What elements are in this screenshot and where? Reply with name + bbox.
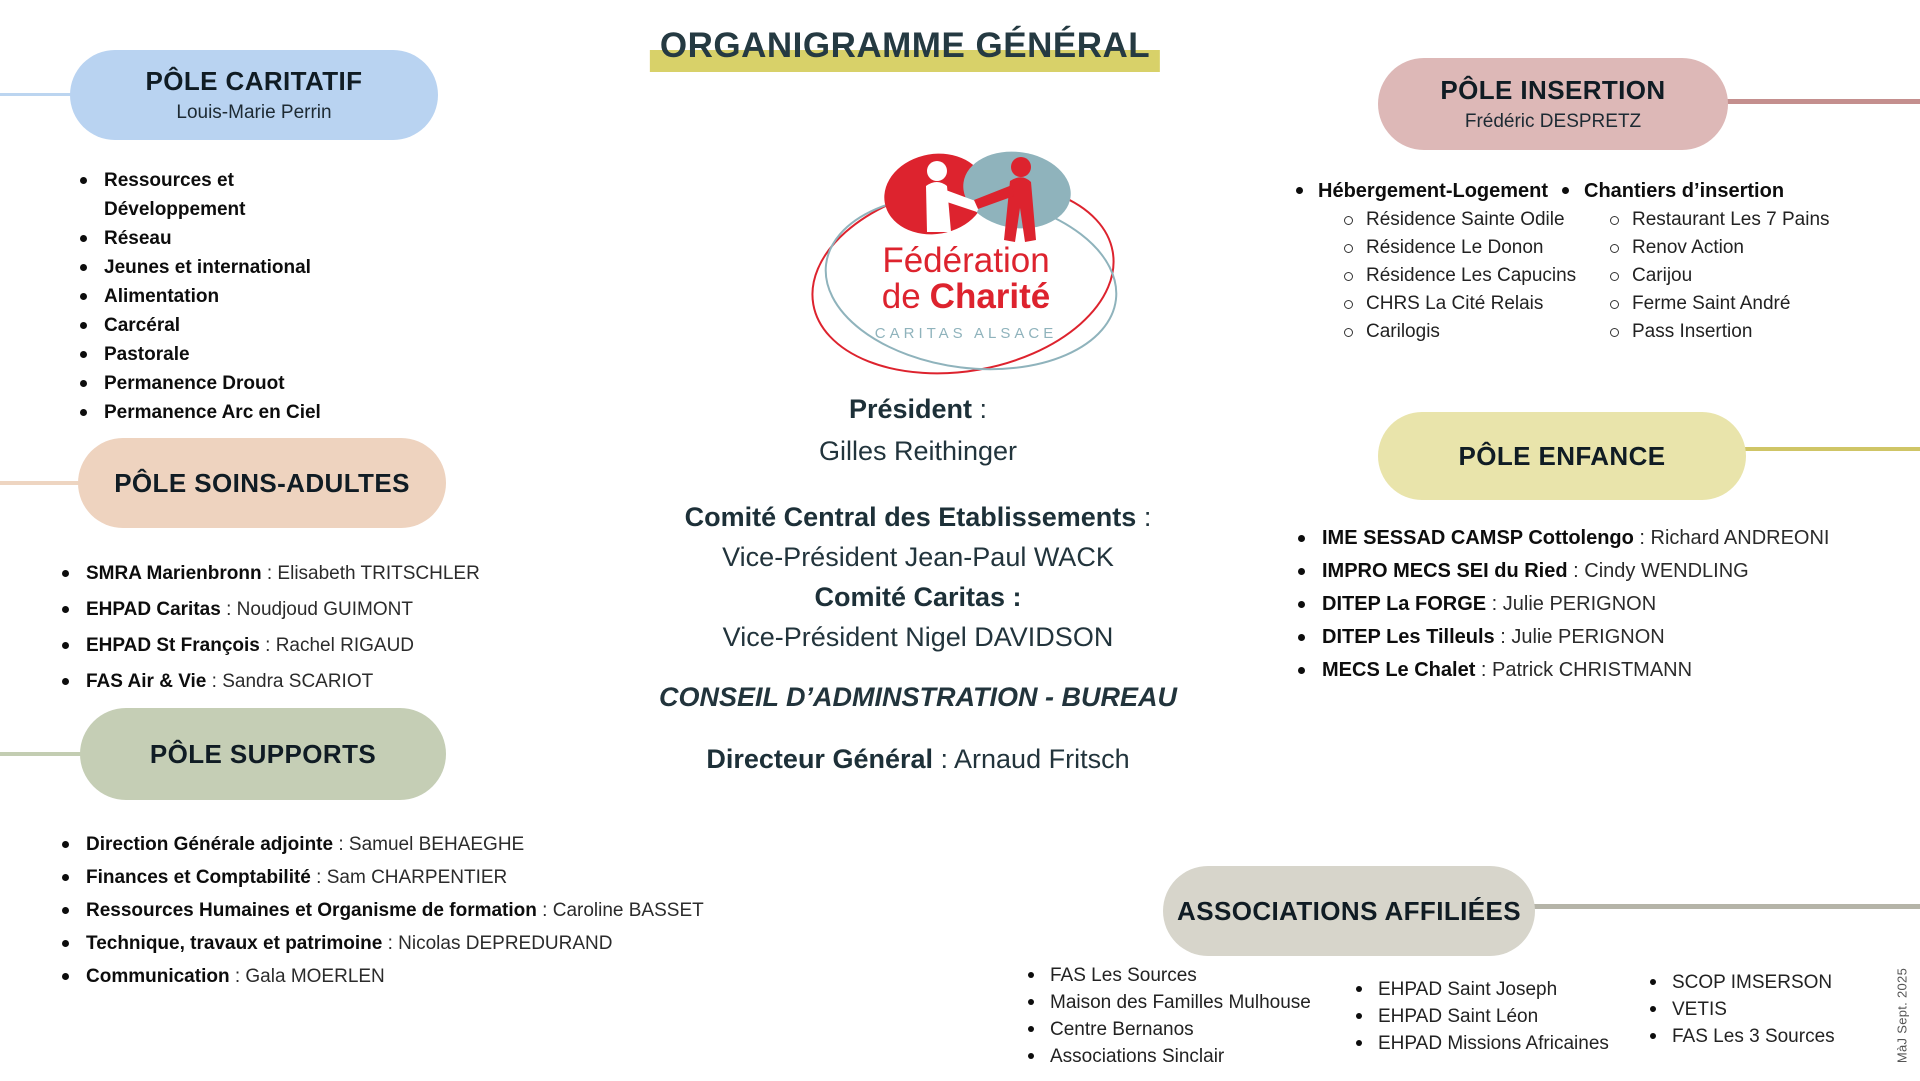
list-item: Résidence Le Donon bbox=[1292, 234, 1558, 262]
insertion-sublist bbox=[1292, 206, 1577, 346]
associations-col-3 bbox=[1644, 969, 1835, 1050]
list-item: Permanence Drouot bbox=[66, 369, 356, 398]
list-item: IME SESSAD CAMSP Cottolengo : Richard ANDREONI bbox=[1284, 522, 1904, 555]
list-item: Communication : Gala MOERLEN bbox=[48, 960, 728, 993]
list-item: Pastorale bbox=[66, 340, 356, 369]
connector-line-enfance bbox=[1740, 447, 1920, 451]
pole-caritatif-title: PÔLE CARITATIF bbox=[145, 65, 363, 96]
comite-caritas-label: Comité Caritas : bbox=[814, 582, 1022, 612]
pole-caritatif-list bbox=[66, 166, 356, 427]
list-item: Carijou bbox=[1558, 262, 1838, 290]
president-label: Président : bbox=[848, 394, 988, 424]
list-item: SMRA Marienbronn : Elisabeth TRITSCHLER bbox=[48, 556, 608, 592]
list-item: Ressources Humaines et Organisme de formation : Caroline BASSET bbox=[48, 894, 728, 927]
connector-line-supports bbox=[0, 752, 90, 756]
president-name: Gilles Reithinger bbox=[818, 436, 1018, 466]
list-item: Centre Bernanos bbox=[1022, 1016, 1311, 1043]
list-item: Résidence Sainte Odile bbox=[1292, 206, 1558, 234]
pole-insertion-lists bbox=[1292, 176, 1838, 346]
insertion-col-hebergement bbox=[1292, 176, 1577, 346]
list-item: EHPAD Missions Africaines bbox=[1350, 1030, 1609, 1057]
associations-affiliees-pill bbox=[1163, 866, 1535, 956]
pole-enfance-pill bbox=[1378, 412, 1746, 500]
list-item: FAS Les 3 Sources bbox=[1644, 1023, 1835, 1050]
connector-line-soins bbox=[0, 481, 88, 485]
comite-block bbox=[618, 497, 1218, 657]
list-item: EHPAD St François : Rachel RIGAUD bbox=[48, 628, 608, 664]
comite-central-label: Comité Central des Etablissements : bbox=[684, 502, 1152, 532]
list-item: EHPAD Saint Joseph bbox=[1350, 976, 1609, 1003]
list-item: VETIS bbox=[1644, 996, 1835, 1023]
page-title-highlight: ORGANIGRAMME GÉNÉRAL bbox=[650, 26, 1160, 72]
list-item: MECS Le Chalet : Patrick CHRISTMANN bbox=[1284, 654, 1904, 687]
update-note: MàJ Sept. 2025 bbox=[1894, 967, 1910, 1064]
pole-insertion-head: Frédéric DESPRETZ bbox=[1464, 110, 1642, 132]
list-item: Finances et Comptabilité : Sam CHARPENTIER bbox=[48, 861, 728, 894]
list-item: CHRS La Cité Relais bbox=[1292, 290, 1558, 318]
list-item: Jeunes et international bbox=[66, 253, 356, 282]
pole-supports-pill bbox=[80, 708, 446, 800]
pole-supports-list bbox=[48, 828, 728, 993]
connector-line-associations bbox=[1528, 904, 1920, 909]
associations-col-1 bbox=[1022, 962, 1311, 1070]
list-item: Ferme Saint André bbox=[1558, 290, 1838, 318]
list-item: Restaurant Les 7 Pains bbox=[1558, 206, 1838, 234]
pole-enfance-title: PÔLE ENFANCE bbox=[1458, 440, 1666, 471]
pole-soins-adultes-title: PÔLE SOINS-ADULTES bbox=[114, 467, 410, 498]
list-item: Ressources et Développement bbox=[66, 166, 356, 224]
list-item: IMPRO MECS SEI du Ried : Cindy WENDLING bbox=[1284, 555, 1904, 588]
list-item: DITEP Les Tilleuls : Julie PERIGNON bbox=[1284, 621, 1904, 654]
comite-caritas-vp: Vice-Président Nigel DAVIDSON bbox=[722, 622, 1114, 652]
connector-line-insertion bbox=[1720, 99, 1920, 104]
pole-enfance-list bbox=[1284, 522, 1904, 687]
pole-caritatif-head: Louis-Marie Perrin bbox=[176, 101, 332, 123]
list-item: FAS Air & Vie : Sandra SCARIOT bbox=[48, 664, 608, 700]
list-item: Alimentation bbox=[66, 282, 356, 311]
list-item: Carcéral bbox=[66, 311, 356, 340]
list-item: FAS Les Sources bbox=[1022, 962, 1311, 989]
directeur-general-line: Directeur Général : Arnaud Fritsch bbox=[706, 744, 1130, 774]
conseil-administration-line: CONSEIL D’ADMINSTRATION - BUREAU bbox=[659, 682, 1177, 712]
pole-insertion-pill bbox=[1378, 58, 1728, 150]
list-item: Carilogis bbox=[1292, 318, 1558, 346]
list-item: Technique, travaux et patrimoine : Nicolas DEPREDURAND bbox=[48, 927, 728, 960]
insertion-col-chantiers bbox=[1558, 176, 1838, 346]
president-block bbox=[618, 388, 1218, 472]
list-item: Associations Sinclair bbox=[1022, 1043, 1311, 1070]
associations-affiliees-title: ASSOCIATIONS AFFILIÉES bbox=[1177, 895, 1521, 926]
logo-text-caritas-alsace: CARITAS ALSACE bbox=[874, 325, 1058, 342]
comite-central-vp: Vice-Président Jean-Paul WACK bbox=[722, 542, 1114, 572]
logo-text-de-charite: de Charité bbox=[881, 277, 1051, 316]
list-item: DITEP La FORGE : Julie PERIGNON bbox=[1284, 588, 1904, 621]
list-item: EHPAD Saint Léon bbox=[1350, 1003, 1609, 1030]
connector-line-caritatif bbox=[0, 93, 80, 96]
pole-soins-adultes-list bbox=[48, 556, 608, 700]
list-item: Pass Insertion bbox=[1558, 318, 1838, 346]
list-item: Réseau bbox=[66, 224, 356, 253]
insertion-col-header: Hébergement-Logement bbox=[1292, 176, 1558, 206]
pole-insertion-title: PÔLE INSERTION bbox=[1440, 74, 1666, 105]
insertion-col-header: Chantiers d’insertion bbox=[1558, 176, 1838, 206]
list-item: Maison des Familles Mulhouse bbox=[1022, 989, 1311, 1016]
associations-col-2 bbox=[1350, 976, 1609, 1057]
logo-text-federation: Fédération bbox=[882, 241, 1050, 280]
list-item: Permanence Arc en Ciel bbox=[66, 398, 356, 427]
insertion-sublist bbox=[1558, 206, 1838, 346]
list-item: Résidence Les Capucins bbox=[1292, 262, 1558, 290]
pole-supports-title: PÔLE SUPPORTS bbox=[149, 738, 377, 769]
list-item: Direction Générale adjointe : Samuel BEHAEGHE bbox=[48, 828, 728, 861]
list-item: SCOP IMSERSON bbox=[1644, 969, 1835, 996]
list-item: EHPAD Caritas : Noudjoud GUIMONT bbox=[48, 592, 608, 628]
pole-caritatif-pill bbox=[70, 50, 438, 140]
pole-soins-adultes-pill bbox=[78, 438, 446, 528]
list-item: Renov Action bbox=[1558, 234, 1838, 262]
